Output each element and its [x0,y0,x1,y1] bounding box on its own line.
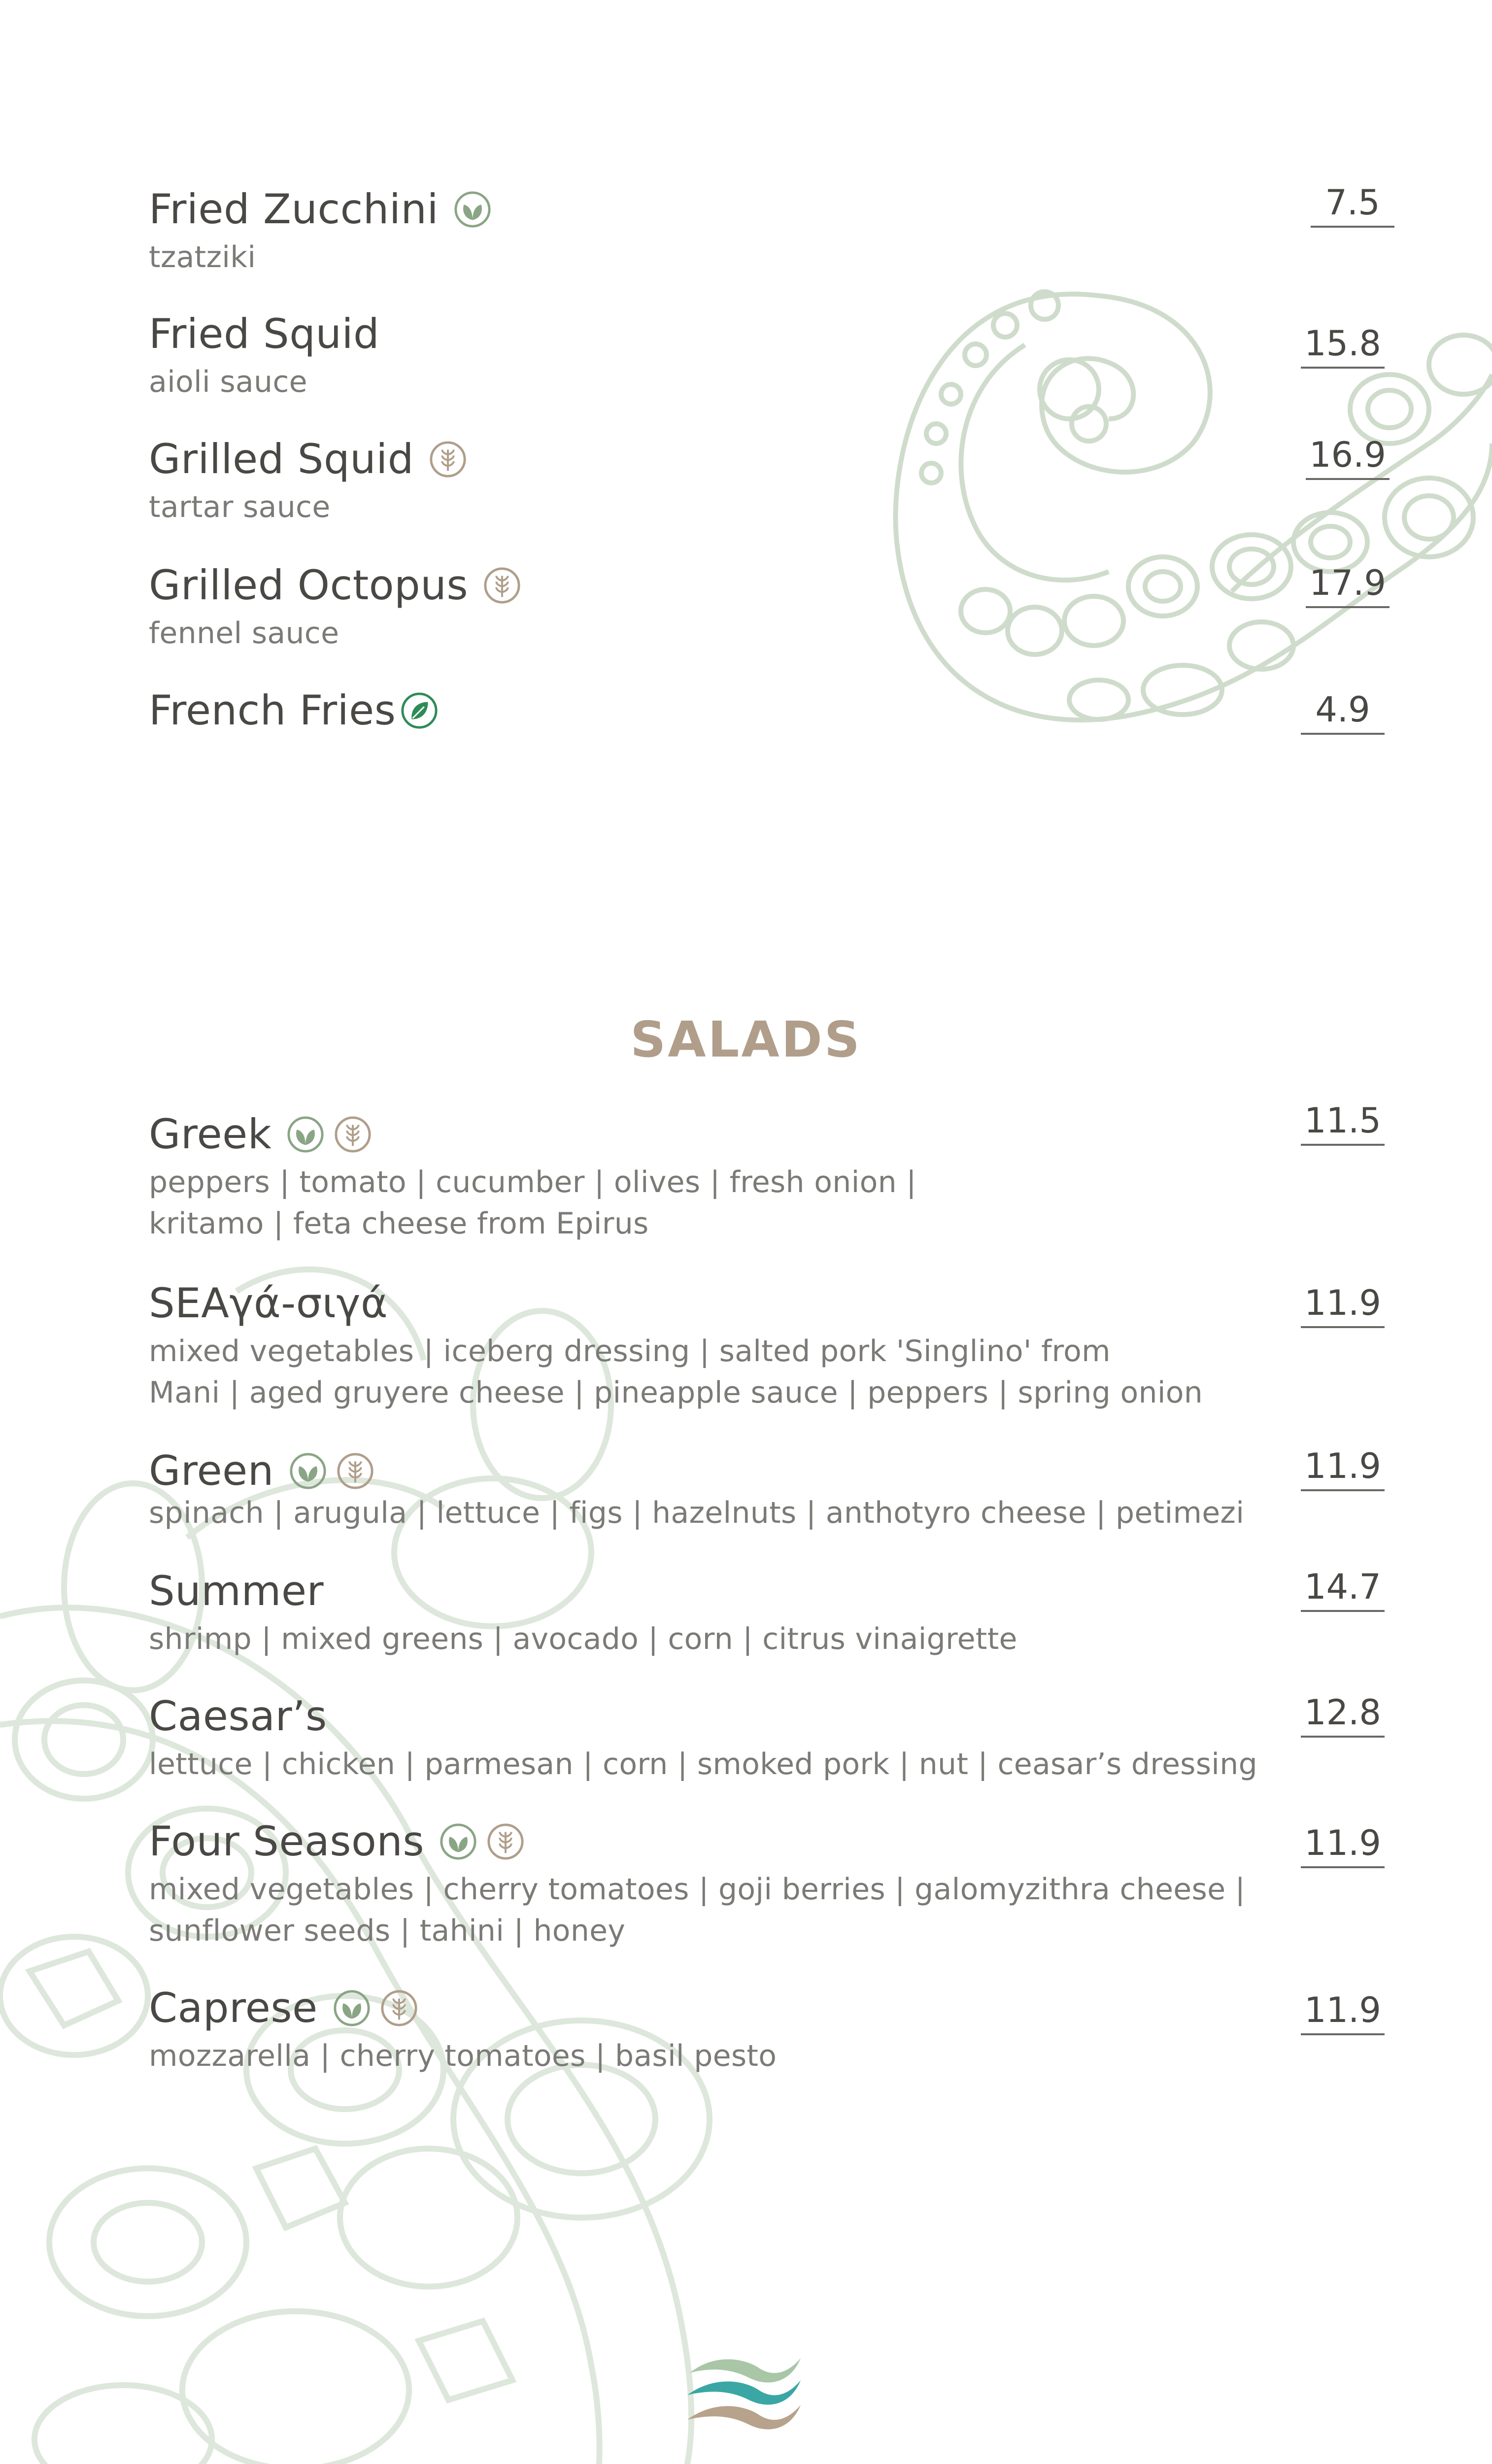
item-description: lettuce | chicken | parmesan | corn | smoked pork | nut | ceasar’s dressing [149,1747,1257,1781]
item-name: Four Seasons [149,1817,425,1865]
vegetarian-icon [286,1115,325,1154]
gluten-free-icon [334,1115,372,1154]
wave-logo [685,2348,803,2432]
item-price: 12.8 [1301,1689,1385,1738]
item-description: mozzarella | cherry tomatoes | basil pesto [149,2039,777,2073]
gluten-free-icon [336,1452,374,1490]
item-price: 11.9 [1301,1443,1385,1491]
gluten-free-icon [380,1989,418,2027]
menu-item [149,1276,1233,1413]
gluten-free-icon [429,440,467,479]
item-price: 11.5 [1301,1097,1385,1146]
item-price: 7.5 [1311,179,1394,228]
vegetarian-icon [439,1822,477,1861]
vegan-icon [400,691,439,730]
item-price: 14.7 [1301,1564,1385,1612]
menu-item [149,432,1233,528]
item-name: Grilled Squid [149,435,414,483]
item-description-line-1: mixed vegetables | iceberg dressing | salted pork 'Singlino' from [149,1334,1111,1369]
item-name: Caprese [149,1984,318,2032]
menu-item [149,1814,1246,1951]
item-name: Summer [149,1567,324,1615]
item-price: 11.9 [1301,1820,1385,1868]
item-name: Greek [149,1110,272,1158]
item-price: 16.9 [1306,432,1390,480]
menu-item [149,182,1233,278]
item-description: tzatziki [149,240,256,274]
item-name: Caesar’s [149,1692,327,1740]
item-description: spinach | arugula | lettuce | figs | hazelnuts | anthotyro cheese | petimezi [149,1496,1245,1530]
item-description: aioli sauce [149,365,307,399]
menu-item [149,307,1233,403]
item-name: French Fries [149,686,396,734]
item-price: 4.9 [1301,686,1385,735]
item-name: SEAγά-σιγά [149,1279,388,1327]
item-name: Grilled Octopus [149,561,469,609]
item-description: fennel sauce [149,616,339,650]
gluten-free-icon [483,566,521,605]
menu-item [149,1444,1245,1534]
vegetarian-icon [333,1989,371,2027]
gluten-free-icon [486,1822,525,1861]
item-description-line-2: sunflower seeds | tahini | honey [149,1914,626,1948]
item-description: shrimp | mixed greens | avocado | corn | citrus vinaigrette [149,1622,1017,1656]
item-price: 15.8 [1301,320,1385,369]
item-price: 17.9 [1306,560,1390,608]
item-description-line-2: kritamo | feta cheese from Epirus [149,1206,649,1241]
section-heading-salads: SALADS [630,1011,862,1068]
item-name: Green [149,1447,274,1495]
vegetarian-icon [289,1452,327,1490]
item-description-line-1: peppers | tomato | cucumber | olives | fresh onion | [149,1165,916,1199]
item-name: Fried Zucchini [149,185,439,233]
menu-item [149,558,1233,654]
menu-item [149,1564,1233,1660]
menu-item [149,1689,1257,1785]
menu-item [149,1107,1233,1244]
menu-item [149,1981,1233,2077]
vegetarian-icon [453,190,492,229]
item-name: Fried Squid [149,310,380,358]
item-price: 11.9 [1301,1987,1385,2035]
menu-item [149,684,1233,738]
item-description-line-2: Mani | aged gruyere cheese | pineapple sauce | peppers | spring onion [149,1375,1203,1410]
item-description-line-1: mixed vegetables | cherry tomatoes | goji berries | galomyzithra cheese | [149,1872,1246,1907]
item-description: tartar sauce [149,490,331,524]
item-price: 11.9 [1301,1280,1385,1328]
